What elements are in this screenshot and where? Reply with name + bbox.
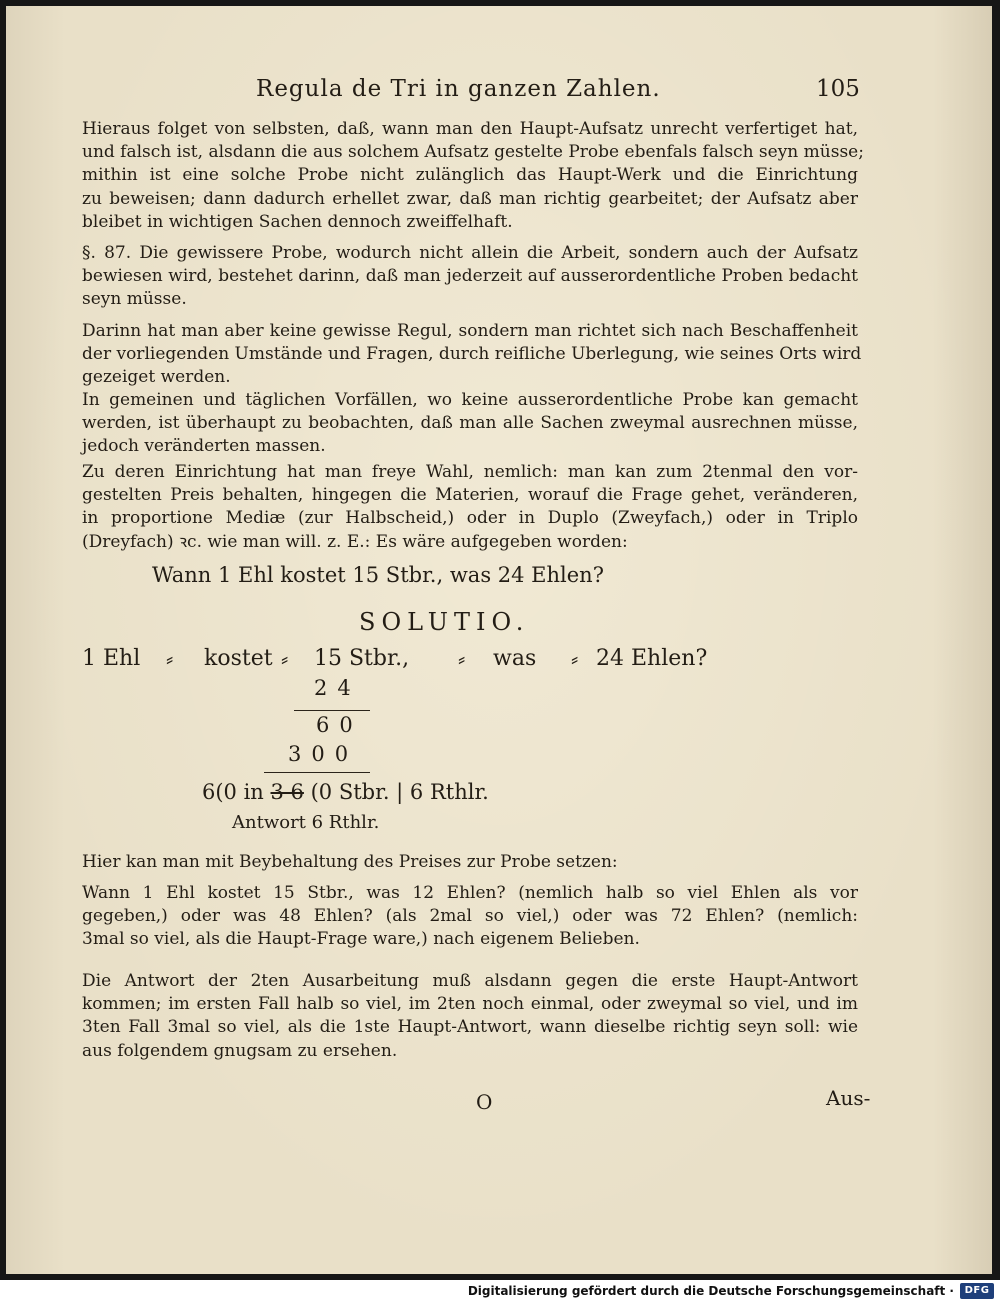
paragraph-3 [82,320,862,390]
text-line: gegeben,) oder was 48 Ehlen? (als 2mal so viel,) oder was 72 Ehlen? (nemlich: [82,906,858,927]
text-line: In gemeinen und täglichen Vorfällen, wo keine ausserordentliche Probe kan gemacht [82,390,858,410]
text-line: der vorliegenden Umstände und Fragen, durch reifliche Uberlegung, wie seines Orts wird [82,344,862,365]
text-line: mithin ist eine solche Probe nicht zulänglich das Haupt-Werk und die Einrichtung [82,165,858,186]
multiplier: 24 [314,676,361,700]
partial-product: 60 [316,713,363,737]
given-quantity: 1 Ehl [82,646,141,671]
answer: Antwort 6 Rthlr. [232,812,380,833]
signature-mark: O [476,1090,493,1114]
text-line: jedoch veränderten massen. [82,436,326,457]
separator-mark: ⸗ [458,647,466,672]
text-line: §. 87. Die gewissere Probe, wodurch nicht allein die Arbeit, sondern auch der Aufsatz [82,243,858,263]
text-line: und falsch ist, alsdann die aus solchem Aufsatz gestelte Probe ebenfals falsch seyn müsse; [82,142,864,163]
paragraph-2 [82,242,858,312]
separator-mark: ⸗ [166,647,174,672]
text-line: gezeiget werden. [82,367,231,388]
example-question: Wann 1 Ehl kostet 15 Stbr., was 24 Ehlen? [152,563,604,587]
funding-credit: Digitalisierung gefördert durch die Deutsche Forschungsgemeinschaft · [467,1284,954,1298]
paragraph-4 [82,389,858,459]
verb-kostet: kostet [204,646,273,671]
text-line: 3mal so viel, als die Haupt-Frage ware,) nach eigenem Belieben. [82,929,640,950]
footer-bar [0,1280,1000,1304]
text-line: zu beweisen; dann dadurch erhellet zwar, daß man richtig gearbeitet; der Aufsatz aber [82,188,858,209]
dfg-logo: DFG [960,1283,994,1299]
text-line: Die Antwort der 2ten Ausarbeitung muß alsdann gegen die erste Haupt-Antwort [82,971,858,991]
division-lead: 6(0 in [202,780,271,804]
solution-title: SOLUTIO. [359,608,530,636]
given-price: 15 Stbr., [314,646,410,671]
struck-digits: 3 6 [270,780,304,804]
text-line: bleibet in wichtigen Sachen dennoch zweiffelhaft. [82,211,513,232]
text-line: Hieraus folget von selbsten, daß, wann man den Haupt-Aufsatz unrecht verfertiget hat, [82,119,858,139]
page-number: 105 [816,76,860,102]
text-line: gestelten Preis behalten, hingegen die Materien, worauf die Frage gehet, veränderen, [82,485,858,506]
text-line: Darinn hat man aber keine gewisse Regul, sondern man richtet sich nach Beschaffenheit [82,321,858,341]
separator-mark: ⸗ [571,647,579,672]
catchword: Aus- [826,1086,871,1110]
paragraph-7 [82,970,858,1063]
paragraph-6 [82,882,858,952]
text-line: kommen; im ersten Fall halb so viel, im 2ten noch einmal, oder zweymal so viel, und im [82,994,858,1015]
division-line [202,780,489,804]
text-line: aus folgendem gnugsam zu ersehen. [82,1040,398,1061]
proof-heading: Hier kan man mit Beybehaltung des Preises zur Probe setzen: [82,852,618,872]
running-head: Regula de Tri in ganzen Zahlen. [256,76,661,102]
text-line: bewiesen wird, bestehet darinn, daß man jederzeit auf ausserordentliche Proben bedacht [82,266,858,287]
text-line: Zu deren Einrichtung hat man freye Wahl, nemlich: man kan zum 2tenmal den vor- [82,462,858,482]
text-line: (Dreyfach) ꝛc. wie man will. z. E.: Es wäre aufgegeben worden: [82,531,628,552]
text-line: werden, ist überhaupt zu beobachten, daß man alle Sachen zweymal ausrechnen müsse, [82,413,858,434]
book-page [6,6,992,1274]
paragraph-5 [82,461,858,554]
separator-mark: ⸗ [281,647,289,672]
text-line: in proportione Mediæ (zur Halbscheid,) oder in Duplo (Zweyfach,) oder in Triplo [82,508,858,529]
product: 300 [288,742,359,766]
division-result: (0 Stbr. | 6 Rthlr. [303,780,489,804]
word-was: was [493,646,537,671]
asked-quantity: 24 Ehlen? [596,646,708,671]
text-line: Wann 1 Ehl kostet 15 Stbr., was 12 Ehlen? (nemlich halb so viel Ehlen als vor [82,883,858,903]
paragraph-1 [82,118,864,234]
calculation-rule [264,772,370,773]
text-line: 3ten Fall 3mal so viel, als die 1ste Haupt-Antwort, wann dieselbe richtig seyn soll: wie [82,1017,858,1038]
text-line: seyn müsse. [82,289,187,310]
calculation-rule [294,710,370,711]
